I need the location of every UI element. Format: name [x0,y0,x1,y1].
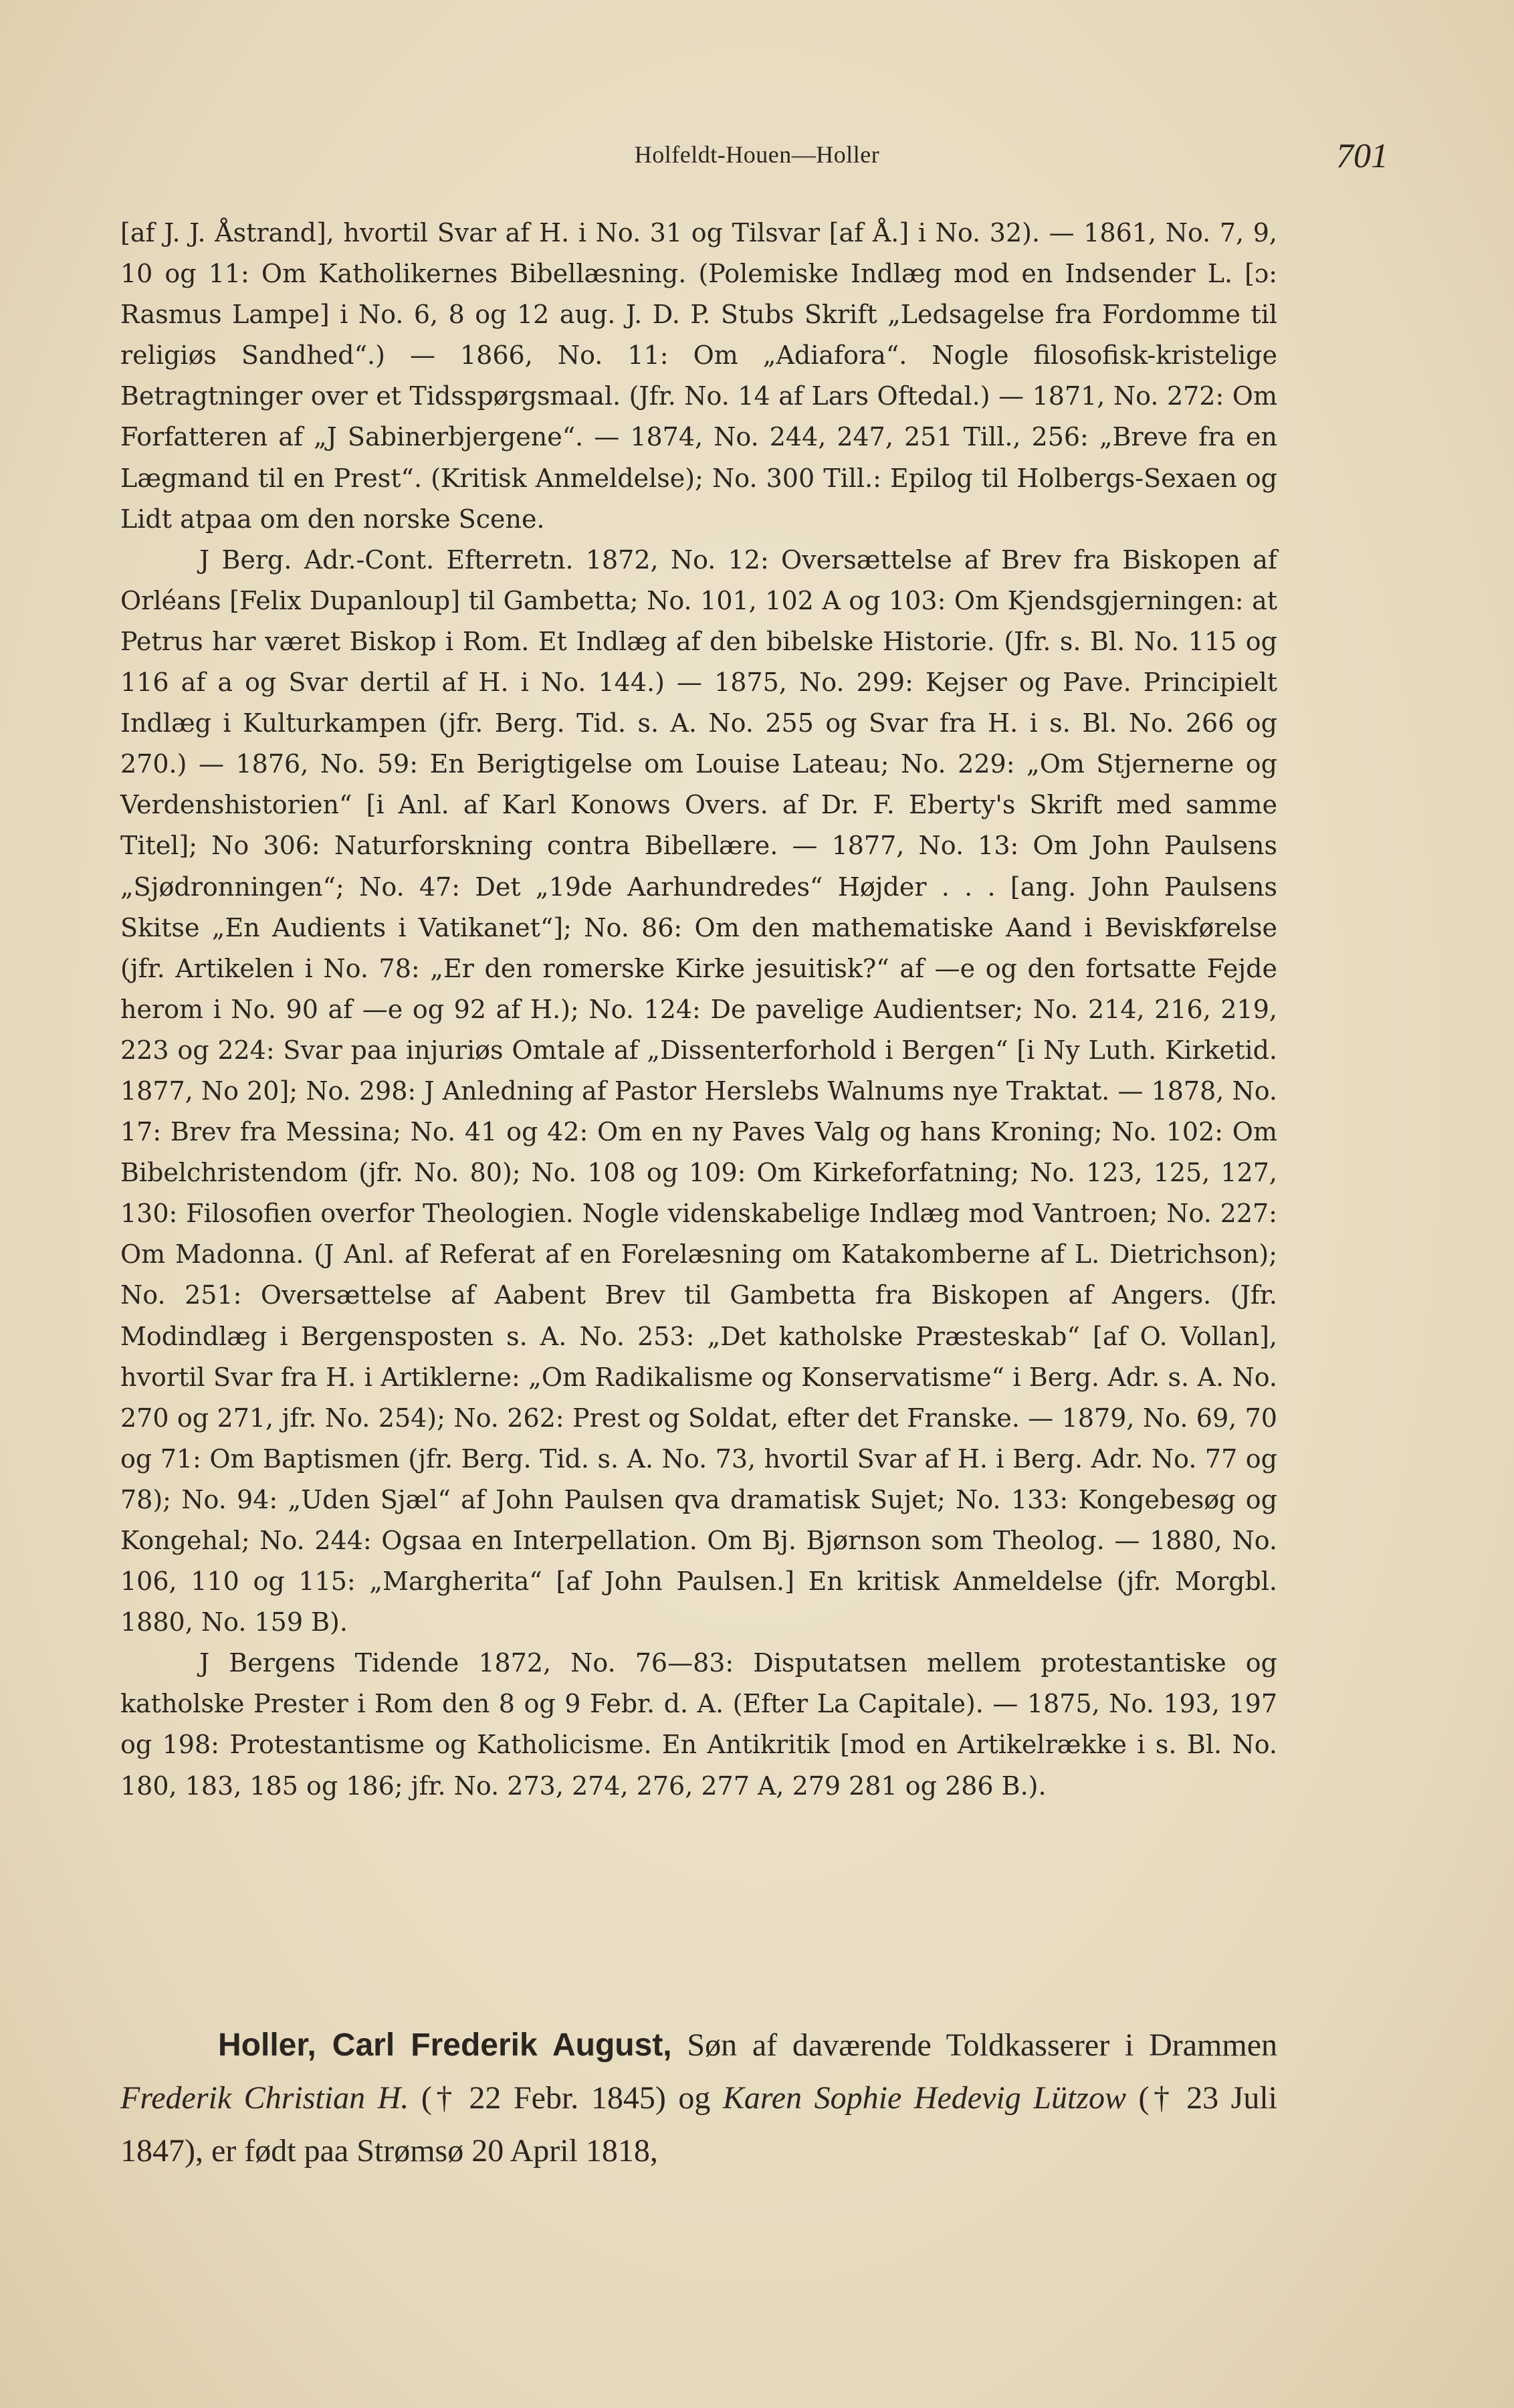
bibliography-paragraph: J Berg. Adr.-Cont. Efterretn. 1872, No. 12: Oversættelse af Brev fra Biskopen af Orléans [Felix Dupanloup] til Gambetta; No. 101, 102 A og 103: Om Kjendsgjerningen: at Petrus har været Biskop i Rom. Et Indlæg af den bibelske Historie. (Jfr. s. Bl. No. 115 og 116 af a og Svar dertil af H. i No. 144.) — 1875, No. 299: Kejser og Pave. Principielt Indlæg i Kulturkampen (jfr. Berg. Tid. s. A. No. 255 og Svar fra H. i s. Bl. No. 266 og 270.) — 1876, No. 59: En Berigtigelse om Louise Lateau; No. 229: „Om Stjernerne og Verdenshistorien“ [i Anl. af Karl Konows Overs. af Dr. F. Eberty's Skrift med samme Titel]; No 306: Naturforskning contra Bibellære. — 1877, No. 13: Om John Paulsens „Sjødronningen“; No. 47: Det „19de Aarhundredes“ Højder . . . [ang. John Paulsens Skitse „En Audients i Vatikanet“]; No. 86: Om den mathematiske Aand i Beviskførelse (jfr. Artikelen i No. 78: „Er den romerske Kirke jesuitisk?“ af —e og den fortsatte Fejde herom i No. 90 af —e og 92 af H.); No. 124: De pavelige Audientser; No. 214, 216, 219, 223 og 224: Svar paa injuriøs Omtale af „Dissenterforhold i Bergen“ [i Ny Luth. Kirketid. 1877, No 20]; No. 298: J Anledning af Pastor Herslebs Walnums nye Traktat. — 1878, No. 17: Brev fra Messina; No. 41 og 42: Om en ny Paves Valg og hans Kroning; No. 102: Om Bibelchristendom (jfr. No. 80); No. 108 og 109: Om Kirkeforfatning; No. 123, 125, 127, 130: Filosofien overfor Theologien. Nogle videnskabelige Indlæg mod Vantroen; No. 227: Om Madonna. (J Anl. af Referat af en Forelæsning om Katakomberne af L. Dietrichson); No. 251: Oversættelse af Aabent Brev til Gambetta fra Biskopen af Angers. (Jfr. Modindlæg i Bergensposten s. A. No. 253: „Det katholske Præsteskab“ [af O. Vollan], hvortil Svar fra H. i Artiklerne: „Om Radikalisme og Konservatisme“ i Berg. Adr. s. A. No. 270 og 271, jfr. No. 254); No. 262: Prest og Soldat, efter det Franske. — 1879, No. 69, 70 og 71: Om Baptismen (jfr. Berg. Tid. s. A. No. 73, hvortil Svar af H. i Berg. Adr. No. 77 og 78); No. 94: „Uden Sjæl“ af John Paulsen qva dramatisk Sujet; No. 133: Kongebesøg og Kongehal; No. 244: Ogsaa en Interpellation. Om Bj. Bjørnson som Theolog. — 1880, No. 106, 110 og 115: „Margherita“ [af John Paulsen.] En kritisk Anmeldelse (jfr. Morgbl. 1880, No. 159 B). [120,544,1277,1637]
bibliography-paragraph: J Bergens Tidende 1872, No. 76—83: Disputatsen mellem protestantiske og katholske Prester i Rom den 8 og 9 Febr. d. A. (Efter La Capitale). — 1875, No. 193, 197 og 198: Protestantisme og Katholicisme. En Antikritik [mod en Artikelrække i s. Bl. No. 180, 183, 185 og 186; jfr. No. 273, 274, 276, 277 A, 279 281 og 286 B.). [120,1648,1277,1801]
entry-text: († 23 Juli 1847), er født paa Strømsø 20 April 1818, [120,2080,1277,2169]
entry-text: Søn af daværende Toldkasserer i Drammen [671,2027,1277,2063]
entry-name: Holler, Carl Frederik August, [218,2027,672,2063]
entry-father: Frederik Christian H. [120,2080,409,2116]
entry-mother: Karen Sophie Hedevig Lützow [722,2080,1126,2116]
bibliography-paragraph: [af J. J. Åstrand], hvortil Svar af H. i No. 31 og Tilsvar [af Å.] i No. 32). — 1861, No. 7, 9, 10 og 11: Om Katholikernes Bibellæsning. (Polemiske Indlæg mod en Indsender L. [ɔ: Rasmus Lampe] i No. 6, 8 og 12 aug. J. D. P. Stubs Skrift „Ledsagelse fra Fordomme til religiøs Sandhed“.) — 1866, No. 11: Om „Adiafora“. Nogle filosofisk-kristelige Betragtninger over et Tidsspørgsmaal. (Jfr. No. 14 af Lars Oftedal.) — 1871, No. 272: Om Forfatteren af „J Sabinerbjergene“. — 1874, No. 244, 247, 251 Till., 256: „Breve fra en Lægmand til en Prest“. (Kritisk Anmeldelse); No. 300 Till.: Epilog til Holbergs-Sexaen og Lidt atpaa om den norske Scene. [120,218,1277,534]
running-title: Holfeldt-Houen—Holler [634,141,880,168]
bibliography-text [120,213,1277,1807]
page-number: 701 [1336,137,1388,175]
entry-text: († 22 Febr. 1845) og [409,2080,723,2116]
biography-entry [120,2019,1277,2177]
running-header [126,137,1388,181]
